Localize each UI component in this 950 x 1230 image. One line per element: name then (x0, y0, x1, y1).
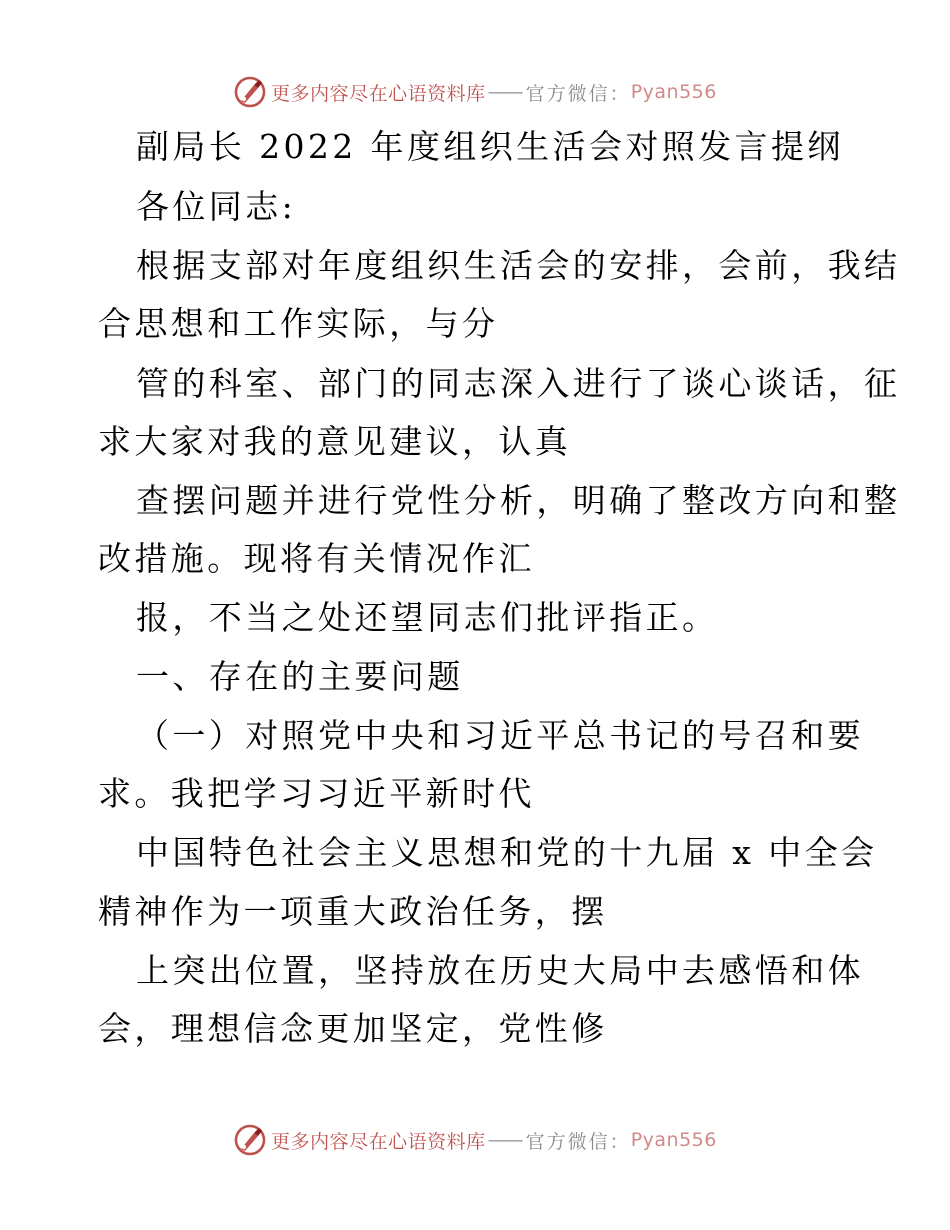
text-line: 管的科室、部门的同志深入进行了谈心谈话，征 (136, 364, 901, 403)
text-line: 查摆问题并进行党性分析，明确了整改方向和整 (136, 481, 901, 520)
document-title: 副局长 2022 年度组织生活会对照发言提纲 (136, 127, 844, 166)
subsection-heading: （一）对照党中央和习近平总书记的号召和要 (136, 716, 864, 755)
quill-seal-logo-icon (233, 1123, 267, 1157)
banner-slogan: 更多内容尽在心语资料库 (271, 82, 486, 105)
wechat-id: Pyan556 (630, 81, 717, 103)
wechat-label: 官方微信： (525, 1130, 631, 1153)
header-banner (0, 72, 950, 112)
text-line: 合思想和工作实际，与分 (98, 304, 499, 343)
text-line: 上突出位置，坚持放在历史大局中去感悟和体 (136, 951, 864, 990)
wechat-id: Pyan556 (630, 1129, 717, 1151)
section-heading: 一、存在的主要问题 (136, 657, 464, 696)
text-line: 改措施。现将有关情况作汇 (98, 539, 535, 578)
salutation: 各位同志: (136, 187, 297, 226)
quill-seal-logo-icon (233, 75, 267, 109)
text-line: 会，理想信念更加坚定，党性修 (98, 1009, 608, 1048)
wechat-label: 官方微信： (525, 82, 631, 105)
text-line: 求。我把学习习近平新时代 (98, 774, 535, 813)
footer-banner (0, 1120, 950, 1160)
text-line: 中国特色社会主义思想和党的十九届 x 中全会 (136, 833, 878, 872)
banner-dash: —— (487, 81, 522, 103)
banner-dash: —— (487, 1129, 522, 1151)
text-line: 精神作为一项重大政治任务，摆 (98, 892, 608, 931)
text-line: 报，不当之处还望同志们批评指正。 (136, 598, 719, 637)
banner-slogan: 更多内容尽在心语资料库 (271, 1130, 486, 1153)
text-line: 求大家对我的意见建议，认真 (98, 422, 572, 461)
text-line: 根据支部对年度组织生活会的安排，会前，我结 (136, 246, 901, 285)
